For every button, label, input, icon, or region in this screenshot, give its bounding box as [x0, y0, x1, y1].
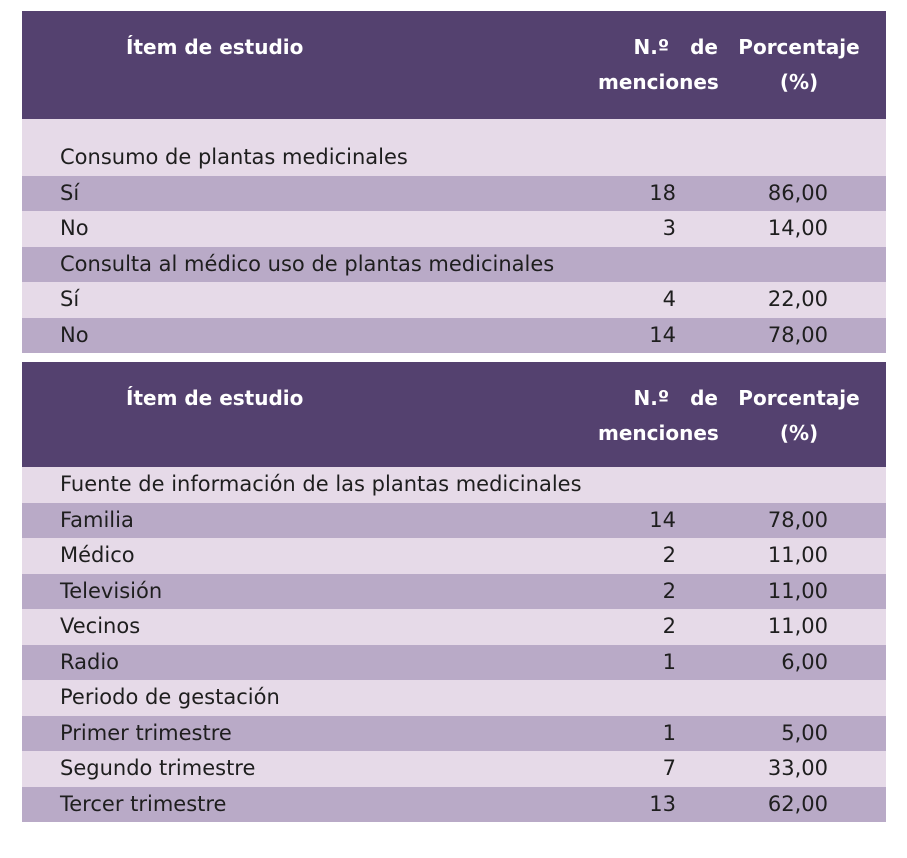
- cell-label: Tercer trimestre: [60, 791, 227, 816]
- header-text: Porcentaje: [738, 386, 860, 410]
- header-item: Ítem de estudio: [126, 386, 304, 410]
- table-row: [22, 716, 886, 752]
- cell-label: Sí: [60, 180, 80, 205]
- table-row: [22, 574, 886, 610]
- cell-count: 1: [662, 720, 676, 745]
- cell-percent: 11,00: [767, 578, 828, 603]
- header-text: N.º de: [633, 35, 718, 59]
- header-item: Ítem de estudio: [126, 35, 304, 59]
- header-text: N.º de: [633, 386, 718, 410]
- table-row: [22, 538, 886, 574]
- cell-count: 18: [649, 180, 676, 205]
- cell-count: 2: [662, 543, 676, 567]
- cell-label: Sí: [60, 287, 80, 311]
- table-row: [22, 176, 886, 212]
- cell-percent: 11,00: [767, 614, 828, 638]
- table-row: [22, 503, 886, 539]
- header-percent: [732, 381, 866, 451]
- header-text: (%): [779, 421, 819, 445]
- cell-label: Primer trimestre: [60, 720, 232, 745]
- cell-label: Vecinos: [60, 614, 141, 638]
- table-consumo: [22, 11, 886, 353]
- spacer-row: [22, 119, 886, 140]
- cell-label: No: [60, 322, 89, 347]
- table-row: [22, 318, 886, 354]
- cell-label: Periodo de gestación: [60, 685, 280, 709]
- cell-label: No: [60, 216, 89, 240]
- cell-count: 1: [662, 649, 676, 674]
- table-row: [22, 787, 886, 823]
- header-text: Porcentaje: [738, 35, 860, 59]
- cell-label: Radio: [60, 649, 120, 674]
- header-text: (%): [779, 70, 819, 94]
- table-row: [22, 751, 886, 787]
- cell-count: 3: [662, 216, 676, 240]
- table-row: [22, 282, 886, 318]
- cell-count: 2: [662, 614, 676, 638]
- table-row: [22, 211, 886, 247]
- cell-percent: 11,00: [767, 543, 828, 567]
- cell-count: 7: [662, 756, 676, 780]
- cell-percent: 62,00: [767, 791, 828, 816]
- cell-label: Familia: [60, 507, 134, 532]
- cell-percent: 78,00: [767, 322, 828, 347]
- table-row: [22, 645, 886, 681]
- cell-percent: 5,00: [781, 720, 828, 745]
- cell-label: Consumo de plantas medicinales: [60, 145, 408, 169]
- header-text: menciones: [598, 70, 719, 94]
- cell-label: Médico: [60, 543, 135, 567]
- cell-percent: 6,00: [781, 649, 828, 674]
- table-row: [22, 609, 886, 645]
- header-count: [598, 381, 718, 451]
- section-title-row: [22, 680, 886, 716]
- cell-percent: 86,00: [767, 180, 828, 205]
- table-header: [22, 362, 886, 467]
- cell-label: Fuente de información de las plantas medicinales: [60, 472, 582, 496]
- cell-percent: 22,00: [767, 287, 828, 311]
- cell-label: Consulta al médico uso de plantas medicinales: [60, 251, 555, 276]
- header-text: menciones: [598, 421, 719, 445]
- cell-label: Televisión: [60, 578, 163, 603]
- cell-count: 14: [649, 322, 676, 347]
- section-title-row: [22, 247, 886, 283]
- cell-percent: 78,00: [767, 507, 828, 532]
- cell-count: 2: [662, 578, 676, 603]
- cell-label: Segundo trimestre: [60, 756, 256, 780]
- section-title-row: [22, 467, 886, 503]
- cell-percent: 33,00: [767, 756, 828, 780]
- cell-percent: 14,00: [767, 216, 828, 240]
- cell-count: 14: [649, 507, 676, 532]
- header-percent: [732, 30, 866, 100]
- table-header: [22, 11, 886, 119]
- cell-count: 4: [662, 287, 676, 311]
- cell-count: 13: [649, 791, 676, 816]
- table-fuente-gestacion: [22, 362, 886, 822]
- section-title-row: [22, 140, 886, 176]
- header-count: [598, 30, 718, 100]
